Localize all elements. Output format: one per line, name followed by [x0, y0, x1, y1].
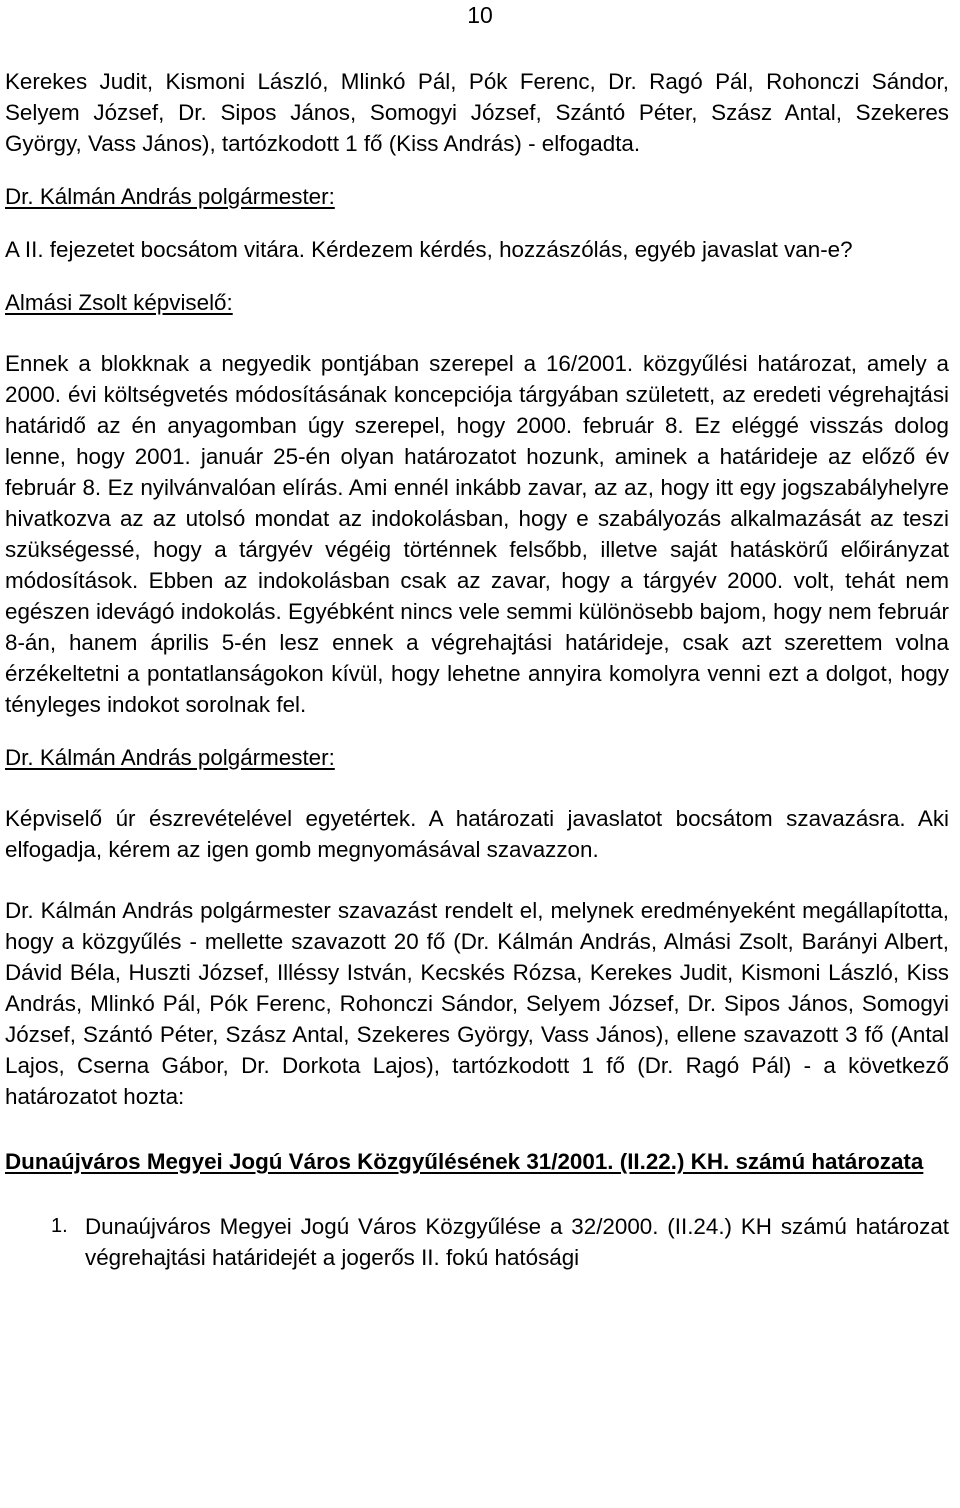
vote-result-continuation: Kerekes Judit, Kismoni László, Mlinkó Pál, Pók Ferenc, Dr. Ragó Pál, Rohonczi Sándor, Selyem József, Dr. Sipos János, Somogyi József, Szántó Péter, Szász Antal, Szekeres György, Vass János), tartózkodott 1 fő (Kiss András) - elfogadta. [5, 69, 949, 156]
speech-paragraph: Képviselő úr észrevételével egyetértek. A határozati javaslatot bocsátom szavazásra. Aki elfogadja, kérem az igen gomb megnyomásával szavazzon. [5, 806, 949, 862]
list-item-text: Dunaújváros Megyei Jogú Város Közgyűlése a 32/2000. (II.24.) KH számú határozat végrehajtási határidejét a jogerős II. fokú hatósági [85, 1214, 949, 1270]
list-item-number: 1. [51, 1215, 68, 1237]
speaker-heading: Almási Zsolt képviselő: [5, 290, 233, 315]
speech-paragraph: Ennek a blokknak a negyedik pontjában szerepel a 16/2001. közgyűlési határozat, amely a 2000. évi költségvetés módosításának koncepciója tárgyában született, az eredeti végrehajtási határidő az én anyagomban úgy szerepel, hogy 2000. február 8. Ez eléggé visszás dolog lenne, hogy 2001. január 25-én olyan határozatot hozunk, aminek a határideje az előző év február 8. Ez nyilvánvalóan elírás. Ami ennél inkább zavar, az az, hogy itt egy jogszabályhelyre hivatkozva az az utolsó mondat az indokolásban, hogy e szabályozás alkalmazását az teszi szükségessé, hogy a tárgyév végéig történnek felsőbb, illetve saját hatáskörű előirányzat módosítások. Ebben az indokolásban csak az zavar, hogy a tárgyév 2000. volt, tehát nem egészen idevágó indokolás. Egyébként nincs vele semmi különösebb bajom, hogy nem február 8-án, hanem április 5-én lesz ennek a végrehajtási határideje, csak azt szerettem volna érzékeltetni a pontatlanságokon kívül, hogy lehetne annyira komolyra venni ezt a dolgot, hogy tényleges indokot sorolnak fel. [5, 351, 949, 717]
speaker-heading: Dr. Kálmán András polgármester: [5, 745, 335, 770]
page-number: 10 [467, 2, 493, 28]
resolution-title: Dunaújváros Megyei Jogú Város Közgyűlésének 31/2001. (II.22.) KH. számú határozata [5, 1149, 924, 1174]
resolution-list-item [51, 1211, 949, 1273]
vote-result-paragraph: Dr. Kálmán András polgármester szavazást rendelt el, melynek eredményeként megállapította, hogy a közgyűlés - mellette szavazott 20 fő (Dr. Kálmán András, Almási Zsolt, Barányi Albert, Dávid Béla, Huszti József, Illéssy István, Kecskés Rózsa, Kerekes Judit, Kismoni László, Kiss András, Mlinkó Pál, Pók Ferenc, Rohonczi Sándor, Selyem József, Dr. Sipos János, Somogyi József, Szántó Péter, Szász Antal, Szekeres György, Vass János), ellene szavazott 3 fő (Antal Lajos, Cserna Gábor, Dr. Dorkota Lajos), tartózkodott 1 fő (Dr. Ragó Pál) - a következő határozatot hozta: [5, 898, 949, 1109]
speaker-heading: Dr. Kálmán András polgármester: [5, 184, 335, 209]
speech-paragraph: A II. fejezetet bocsátom vitára. Kérdezem kérdés, hozzászólás, egyéb javaslat van-e? [5, 237, 853, 262]
document-body [5, 66, 949, 1273]
